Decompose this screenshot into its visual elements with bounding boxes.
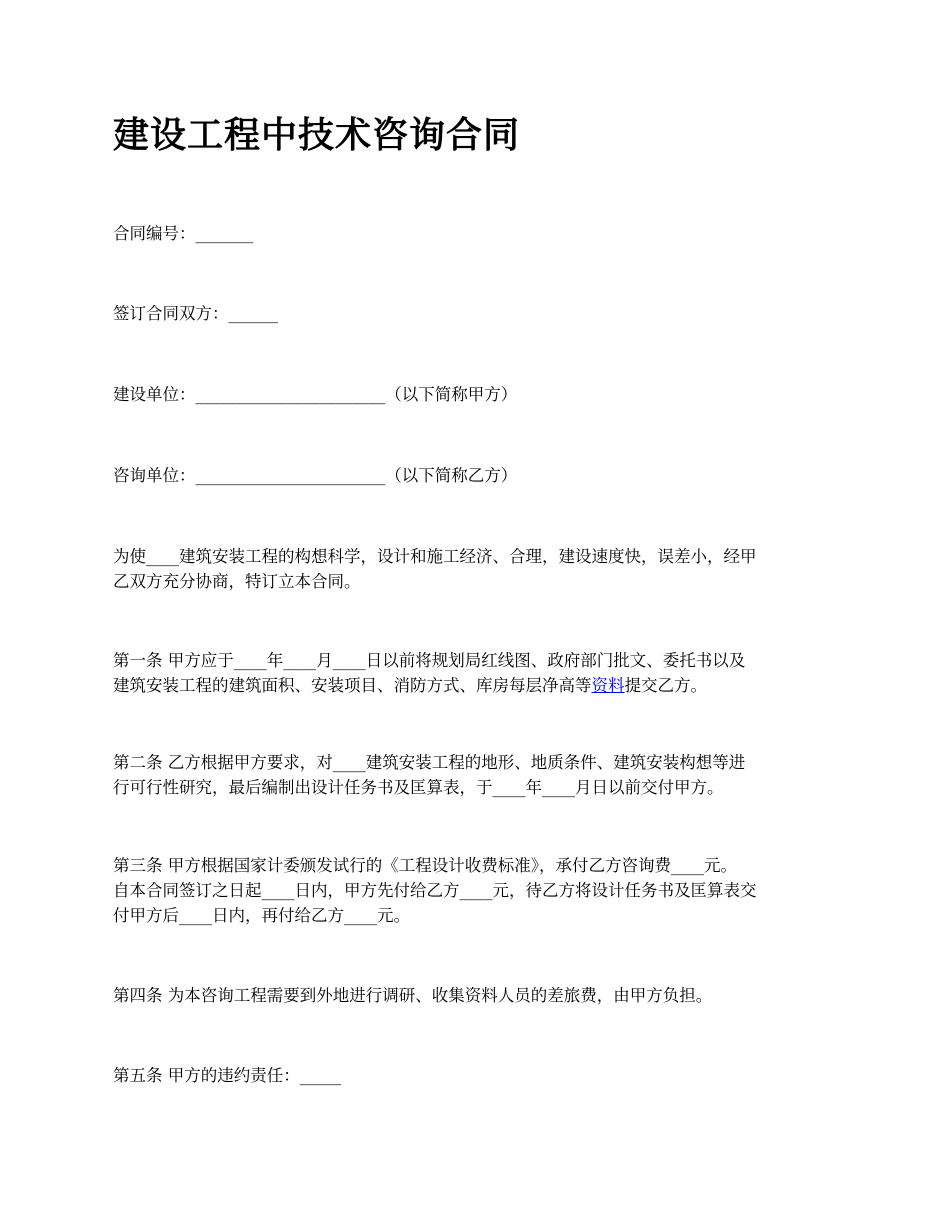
article-4-paragraph: 第四条 为本咨询工程需要到外地进行调研、收集资料人员的差旅费，由甲方负担。 — [113, 986, 713, 1005]
consultant-unit-line: 咨询单位：_______________________（以下简称乙方） — [113, 466, 518, 485]
builder-unit-line: 建设单位：_______________________（以下简称甲方） — [113, 385, 518, 404]
contract-number-line: 合同编号：_______ — [113, 224, 254, 243]
document-title: 建设工程中技术咨询合同 — [113, 115, 521, 156]
article-5-paragraph: 第五条 甲方的违约责任：_____ — [113, 1066, 341, 1085]
preamble-line-1: 为使____建筑安装工程的构想科学，设计和施工经济、合理，建设速度快，误差小，经甲 — [113, 547, 757, 566]
article-3-line-1: 第三条 甲方根据国家计委颁发试行的《工程设计收费标准》，承付乙方咨询费____元。 — [113, 856, 737, 875]
article-1-paragraph — [113, 648, 843, 698]
article-3-line-3: 付甲方后____日内，再付给乙方____元。 — [113, 906, 410, 925]
article-1-line-1: 第一条 甲方应于____年____月____日以前将规划局红线图、政府部门批文、委托书以及 — [113, 651, 746, 670]
article-2-line-2: 行可行性研究，最后编制出设计任务书及匡算表，于____年____月日以前交付甲方。 — [113, 778, 724, 797]
materials-link[interactable]: 资料 — [591, 676, 625, 695]
article-1-text-after-link: 提交乙方。 — [624, 676, 707, 695]
preamble-paragraph — [113, 544, 843, 594]
contracting-parties-line: 签订合同双方：______ — [113, 304, 278, 323]
article-3-line-2: 自本合同签订之日起____日内，甲方先付给乙方____元，待乙方将设计任务书及匡算表交 — [113, 881, 757, 900]
article-2-paragraph — [113, 750, 843, 800]
article-1-line-2 — [113, 673, 843, 698]
preamble-line-2: 乙双方充分协商，特订立本合同。 — [113, 572, 361, 591]
article-1-text-before-link: 建筑安装工程的建筑面积、安装项目、消防方式、库房每层净高等 — [113, 676, 592, 695]
article-3-paragraph — [113, 853, 843, 928]
article-2-line-1: 第二条 乙方根据甲方要求，对____建筑安装工程的地形、地质条件、建筑安装构想等进 — [113, 753, 746, 772]
